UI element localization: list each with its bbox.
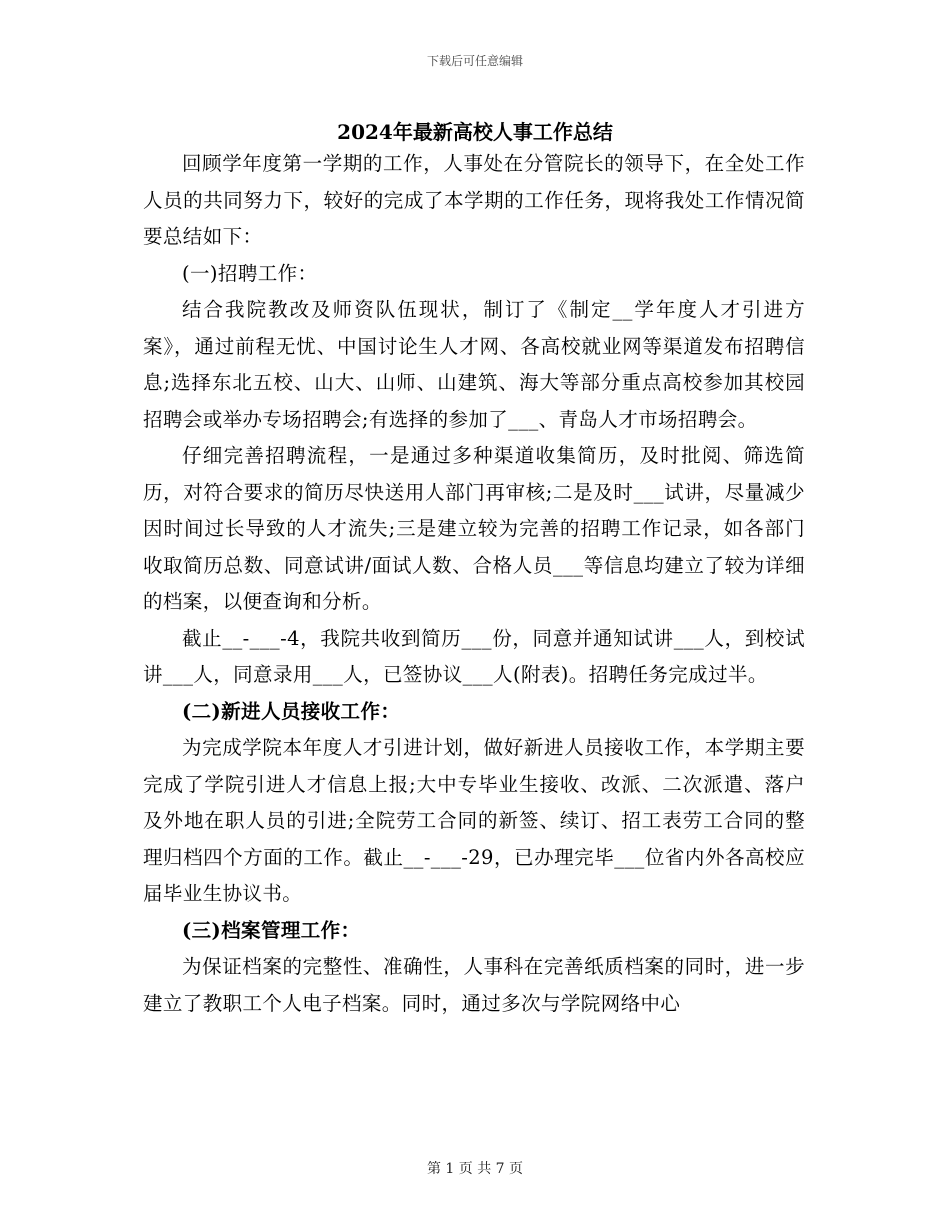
section-heading-new-staff: (二)新进人员接收工作： <box>182 699 401 723</box>
document-body <box>143 146 805 1022</box>
section-heading-archives: (三)档案管理工作： <box>182 918 361 942</box>
document-title: 2024年最新高校人事工作总结 <box>337 120 613 144</box>
new-staff-paragraph-1: 为完成学院本年度人才引进计划，做好新进人员接收工作，本学期主要完成了学院引进人才信息上报;大中专毕业生接收、改派、二次派遣、落户及外地在职人员的引进;全院劳工合同的新签、续订、招工表劳工合同的整理归档四个方面的工作。截止__-___-29，已办理完毕___位省内外各高校应届毕业生协议书。 <box>143 736 805 905</box>
intro-paragraph: 回顾学年度第一学期的工作，人事处在分管院长的领导下，在全处工作人员的共同努力下，较好的完成了本学期的工作任务，现将我处工作情况简要总结如下： <box>143 152 805 248</box>
section-heading-recruitment: (一)招聘工作： <box>182 261 318 285</box>
recruitment-paragraph-2: 仔细完善招聘流程，一是通过多种渠道收集简历，及时批阅、筛选简历，对符合要求的简历尽快送用人部门再审核;二是及时___试讲，尽量减少因时间过长导致的人才流失;三是建立较为完善的招聘工作记录，如各部门收取简历总数、同意试讲/面试人数、合格人员___等信息均建立了较为详细的档案，以便查询和分析。 <box>143 444 805 613</box>
recruitment-paragraph-3: 截止__-___-4，我院共收到简历___份，同意并通知试讲___人，到校试讲___人，同意录用___人，已签协议___人(附表)。招聘任务完成过半。 <box>143 626 805 686</box>
archives-paragraph-1: 为保证档案的完整性、准确性，人事科在完善纸质档案的同时，进一步建立了教职工个人电子档案。同时，通过多次与学院网络中心 <box>143 955 805 1015</box>
page-footer-pagination: 第 1 页 共 7 页 <box>426 1161 524 1177</box>
recruitment-paragraph-1: 结合我院教改及师资队伍现状，制订了《制定__学年度人才引进方案》，通过前程无忧、中国讨论生人才网、各高校就业网等渠道发布招聘信息;选择东北五校、山大、山师、山建筑、海大等部分重点高校参加其校园招聘会或举办专场招聘会;有选择的参加了___、青岛人才市场招聘会。 <box>143 298 805 431</box>
page-header-note: 下载后可任意编辑 <box>426 54 523 68</box>
